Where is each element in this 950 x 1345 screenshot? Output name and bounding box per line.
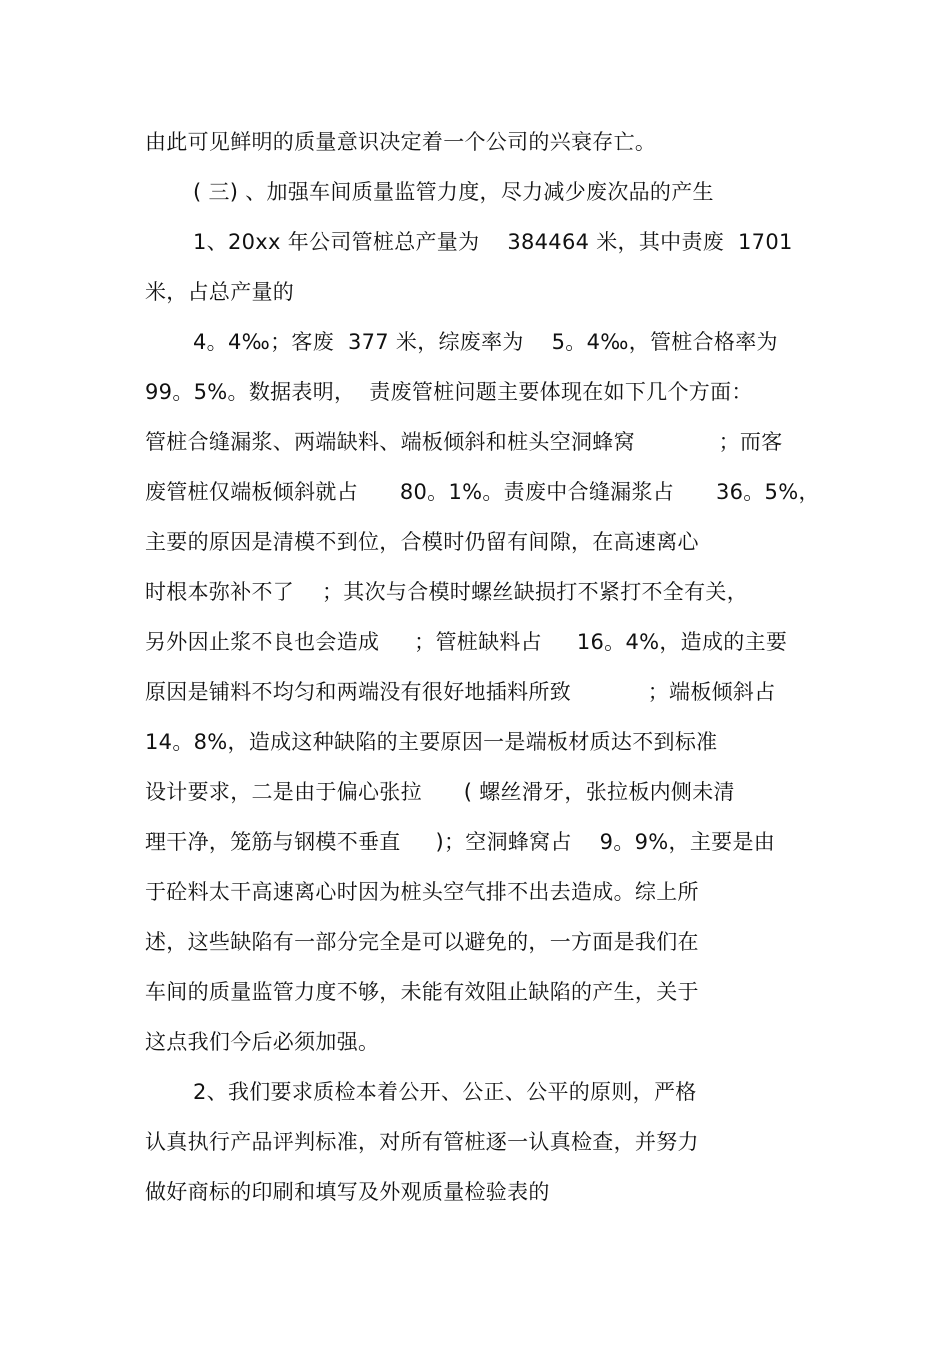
text-line: 2、我们要求质检本着公开、公正、公平的原则，严格 xyxy=(193,1080,697,1104)
text-line: 废管桩仅端板倾斜就占 80。1%。责废中合缝漏浆占 36。5%， xyxy=(145,480,820,504)
text-line: 述，这些缺陷有一部分完全是可以避免的，一方面是我们在 xyxy=(145,930,699,954)
text-line: 管桩合缝漏浆、两端缺料、端板倾斜和桩头空洞蜂窝 ；而客 xyxy=(145,430,783,454)
text-line: 14。8%，造成这种缺陷的主要原因一是端板材质达不到标准 xyxy=(145,730,718,754)
text-line: 原因是铺料不均匀和两端没有很好地插料所致 ；端板倾斜占 xyxy=(145,680,776,704)
text-line: 时根本弥补不了 ；其次与合模时螺丝缺损打不紧打不全有关， xyxy=(145,580,748,604)
text-line: 于砼料太干高速离心时因为桩头空气排不出去造成。综上所 xyxy=(145,880,699,904)
text-line: 车间的质量监管力度不够，未能有效阻止缺陷的产生，关于 xyxy=(145,980,699,1004)
section-heading: ( 三) 、加强车间质量监管力度，尽力减少废次品的产生 xyxy=(193,180,714,204)
text-line: 1、20xx 年公司管桩总产量为 384464 米，其中责废 1701 xyxy=(193,230,793,254)
text-line: 4。4‰；客废 377 米，综废率为 5。4‰，管桩合格率为 xyxy=(193,330,778,354)
text-line: 由此可见鲜明的质量意识决定着一个公司的兴衰存亡。 xyxy=(145,130,657,154)
text-line: 设计要求，二是由于偏心张拉 ( 螺丝滑牙，张拉板内侧未清 xyxy=(145,780,735,804)
text-line: 另外因止浆不良也会造成 ；管桩缺料占 16。4%，造成的主要 xyxy=(145,630,788,654)
text-line: 认真执行产品评判标准，对所有管桩逐一认真检查，并努力 xyxy=(145,1130,699,1154)
text-line: 做好商标的印刷和填写及外观质量检验表的 xyxy=(145,1180,550,1204)
text-line: 米，占总产量的 xyxy=(145,280,295,304)
text-line: 理干净，笼筋与钢模不垂直 )；空洞蜂窝占 9。9%，主要是由 xyxy=(145,830,776,854)
text-line: 主要的原因是清模不到位，合模时仍留有间隙，在高速离心 xyxy=(145,530,699,554)
text-line: 99。5%。数据表明， 责废管桩问题主要体现在如下几个方面： xyxy=(145,380,753,404)
text-line: 这点我们今后必须加强。 xyxy=(145,1030,380,1054)
